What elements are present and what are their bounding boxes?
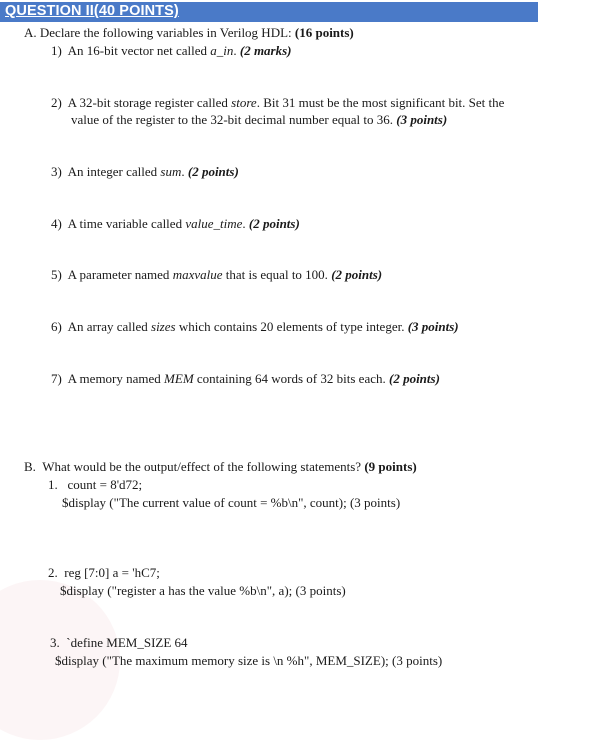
question-header-banner [0, 2, 538, 22]
part-a-item-2: 2) A 32-bit storage register called store. Bit 31 must be the most significant bit. Set the [51, 95, 505, 110]
part-a-item-4: 4) A time variable called value_time. (2 points) [51, 216, 300, 231]
part-a-heading: A. Declare the following variables in Verilog HDL: (16 points) [24, 25, 354, 40]
part-b-heading: B. What would be the output/effect of the following statements? (9 points) [24, 459, 417, 474]
part-b-item-2: 2. reg [7:0] a = 'hC7; [48, 565, 160, 580]
part-b-item-3-statement: $display ("The maximum memory size is \n %h", MEM_SIZE); (3 points) [55, 653, 443, 668]
part-a-item-7: 7) A memory named MEM containing 64 words of 32 bits each. (2 points) [51, 371, 440, 386]
part-a-item-3: 3) An integer called sum. (2 points) [51, 164, 239, 179]
part-b-item-1-statement: $display ("The current value of count = %b\n", count); (3 points) [62, 495, 401, 510]
part-a-item-6: 6) An array called sizes which contains 20 elements of type integer. (3 points) [51, 319, 459, 334]
question-title: QUESTION II(40 POINTS) [5, 3, 179, 19]
part-a-item-2-continued: value of the register to the 32-bit decimal number equal to 36. (3 points) [71, 112, 448, 127]
part-b-item-2-statement: $display ("register a has the value %b\n", a); (3 points) [60, 583, 346, 598]
part-a-item-5: 5) A parameter named maxvalue that is equal to 100. (2 points) [51, 267, 383, 282]
part-b-item-1: 1. count = 8'd72; [48, 477, 143, 492]
part-a-item-1: 1) An 16-bit vector net called a_in. (2 marks) [51, 43, 292, 58]
part-b-item-3: 3. `define MEM_SIZE 64 [50, 635, 188, 650]
